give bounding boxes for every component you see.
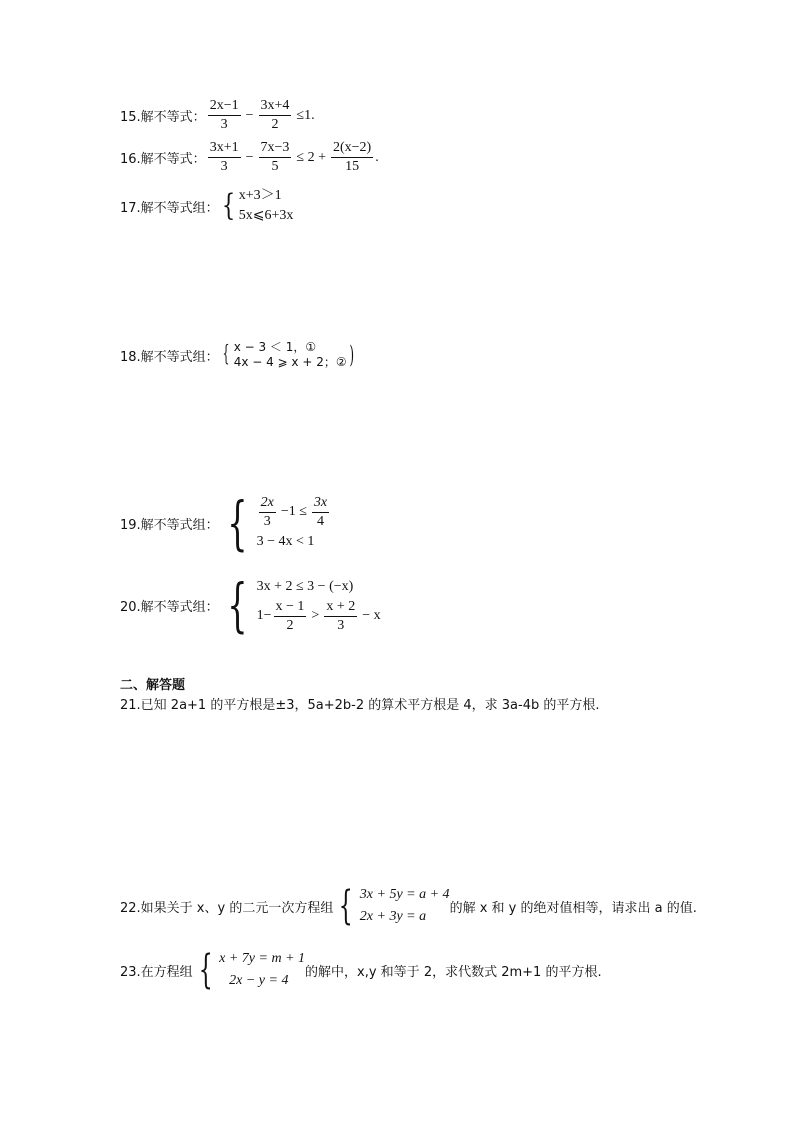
inequality-system bbox=[219, 186, 294, 226]
left-brace-icon: { bbox=[226, 489, 248, 557]
numerator: 2(x−2) bbox=[331, 140, 373, 158]
inequality-system bbox=[219, 340, 356, 370]
denominator: 2 bbox=[271, 117, 279, 132]
equation-system bbox=[333, 884, 449, 928]
question-23 bbox=[120, 948, 602, 992]
expression-tail: − x bbox=[362, 608, 381, 623]
problem-17-label: 17.解不等式组： bbox=[120, 200, 219, 216]
denominator: 3 bbox=[263, 513, 271, 529]
denominator: 15 bbox=[345, 159, 360, 174]
inequality-tail: ≤1. bbox=[296, 107, 315, 123]
left-brace-icon: { bbox=[198, 947, 213, 993]
question-21: 21.已知 2a+1 的平方根是±3，5a+2b-2 的算术平方根是 4，求 3a-4b 的平方根. bbox=[120, 698, 600, 713]
fraction bbox=[259, 495, 276, 530]
question-22-post: 的解 x 和 y 的绝对值相等，请求出 a 的值. bbox=[449, 900, 697, 916]
system-line-1: x − 3 ＜ 1，① bbox=[233, 340, 317, 354]
problem-20 bbox=[120, 571, 384, 639]
system-lines bbox=[257, 577, 384, 634]
inequality-system bbox=[219, 489, 331, 557]
section-heading: 二、解答题 bbox=[120, 678, 186, 693]
problem-15 bbox=[120, 98, 318, 133]
system-line-1: x + 7y = m + 1 bbox=[219, 951, 306, 966]
system-line-1: x+3＞1 bbox=[238, 188, 282, 203]
denominator: 3 bbox=[220, 117, 228, 132]
problem-18 bbox=[120, 340, 356, 370]
question-22-pre: 22.如果关于 x、y 的二元一次方程组 bbox=[120, 900, 334, 916]
operator: > bbox=[311, 608, 320, 623]
system-line-1: 3x + 2 ≤ 3 − (−x) bbox=[256, 578, 354, 594]
fraction bbox=[324, 599, 357, 634]
numerator: 7x−3 bbox=[259, 140, 292, 158]
problem-16 bbox=[120, 140, 379, 175]
problem-15-label: 15.解不等式： bbox=[120, 110, 206, 125]
fraction bbox=[331, 140, 373, 175]
system-lines bbox=[239, 186, 294, 226]
denominator: 3 bbox=[337, 617, 345, 633]
problem-19 bbox=[120, 489, 331, 557]
expression-prefix: 1− bbox=[256, 608, 272, 623]
system-line-2: 3 − 4x < 1 bbox=[256, 533, 315, 549]
system-line-1: 3x + 5y = a + 4 bbox=[359, 887, 450, 902]
denominator: 5 bbox=[271, 159, 279, 174]
system-line-2: 5x⩽6+3x bbox=[238, 208, 294, 223]
problem-17 bbox=[120, 186, 293, 226]
numerator: 3x bbox=[312, 495, 329, 513]
system-line-2: 2x − y = 4 bbox=[229, 973, 289, 988]
question-23-pre: 23.在方程组 bbox=[120, 964, 193, 980]
question-22 bbox=[120, 884, 697, 928]
operator: ≤ 2 + bbox=[296, 149, 326, 165]
fraction bbox=[274, 599, 307, 634]
numerator: 3x+1 bbox=[208, 140, 241, 158]
system-line-1 bbox=[257, 495, 332, 530]
fraction bbox=[312, 495, 329, 530]
denominator: 4 bbox=[317, 513, 325, 529]
system-lines bbox=[360, 884, 450, 928]
denominator: 3 bbox=[220, 159, 228, 174]
fraction bbox=[208, 98, 241, 133]
equation-system bbox=[193, 948, 305, 992]
denominator: 2 bbox=[286, 617, 294, 633]
right-paren-icon: ) bbox=[348, 341, 354, 369]
system-line-2: 2x + 3y = a bbox=[359, 909, 427, 924]
fraction bbox=[259, 98, 292, 133]
inequality-system bbox=[219, 571, 384, 639]
system-lines bbox=[219, 948, 305, 992]
left-brace-icon: { bbox=[222, 342, 230, 367]
problem-18-label: 18.解不等式组： bbox=[120, 349, 219, 365]
operator: −1 ≤ bbox=[280, 504, 307, 519]
problem-19-label: 19.解不等式组： bbox=[120, 517, 219, 533]
fraction bbox=[259, 140, 292, 175]
problem-16-label: 16.解不等式： bbox=[120, 152, 206, 167]
system-lines bbox=[234, 340, 347, 370]
system-line-2: 4x − 4 ⩾ x + 2；② bbox=[233, 355, 347, 369]
numerator: 2x−1 bbox=[208, 98, 241, 116]
problem-20-label: 20.解不等式组： bbox=[120, 599, 219, 615]
left-brace-icon: { bbox=[339, 883, 354, 929]
system-lines bbox=[257, 495, 332, 552]
numerator: x − 1 bbox=[274, 599, 307, 617]
left-brace-icon: { bbox=[221, 188, 235, 223]
system-line-2 bbox=[257, 599, 384, 634]
left-brace-icon: { bbox=[226, 571, 248, 639]
question-23-post: 的解中，x,y 和等于 2，求代数式 2m+1 的平方根. bbox=[305, 964, 602, 980]
operator: − bbox=[245, 107, 254, 123]
numerator: x + 2 bbox=[324, 599, 357, 617]
operator: − bbox=[245, 149, 254, 165]
numerator: 3x+4 bbox=[259, 98, 292, 116]
fraction bbox=[208, 140, 241, 175]
inequality-tail: . bbox=[375, 149, 379, 165]
numerator: 2x bbox=[259, 495, 276, 513]
